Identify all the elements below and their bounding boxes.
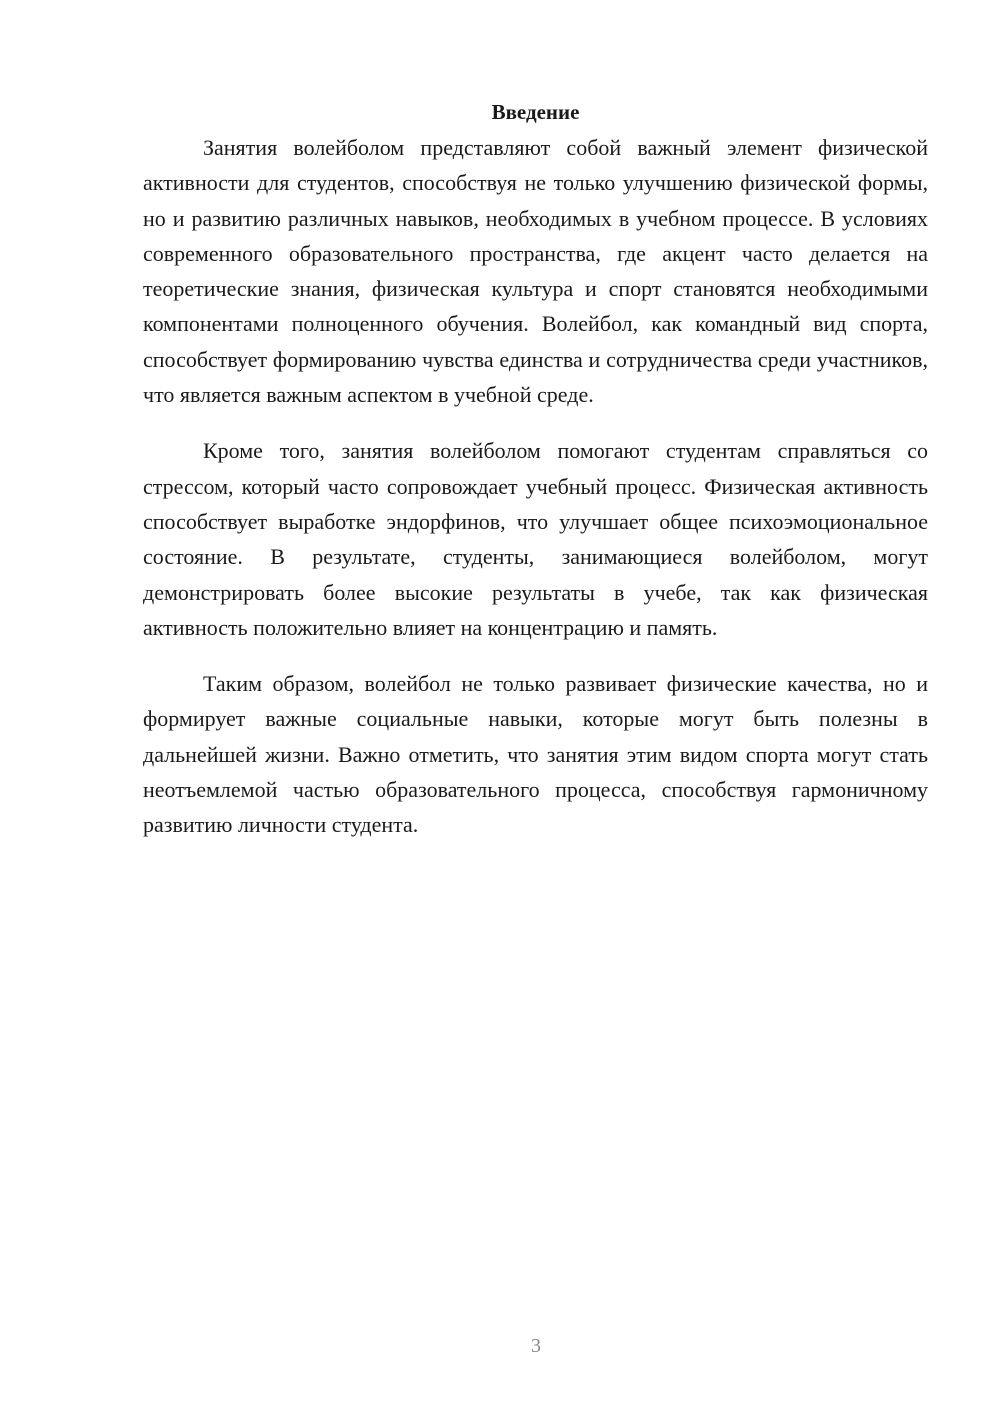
- page-content: [143, 95, 928, 843]
- section-title: Введение: [491, 100, 580, 124]
- paragraph-2: Кроме того, занятия волейболом помогают студентам справляться со стрессом, который часто сопровождает учебный процесс. Физическая активность способствует выработке эндорфинов, что улучшает общее психоэмоциональное состояние. В результате, студенты, занимающиеся волейболом, могут демонстрировать более высокие результаты в учебе, так как физическая активность положительно влияет на концентрацию и память.: [143, 438, 928, 640]
- paragraph-1: Занятия волейболом представляют собой важный элемент физической активности для студентов, способствуя не только улучшению физической формы, но и развитию различных навыков, необходимых в учебном процессе. В условиях современного образовательного пространства, где акцент часто делается на теоретические знания, физическая культура и спорт становятся необходимыми компонентами полноценного обучения. Волейбол, как командный вид спорта, способствует формированию чувства единства и сотрудничества среди участников, что является важным аспектом в учебной среде.: [143, 135, 928, 408]
- paragraph-3: Таким образом, волейбол не только развивает физические качества, но и формирует важные социальные навыки, которые могут быть полезны в дальнейшей жизни. Важно отметить, что занятия этим видом спорта могут стать неотъемлемой частью образовательного процесса, способствуя гармоничному развитию личности студента.: [143, 671, 928, 838]
- page-number: 3: [531, 1335, 541, 1357]
